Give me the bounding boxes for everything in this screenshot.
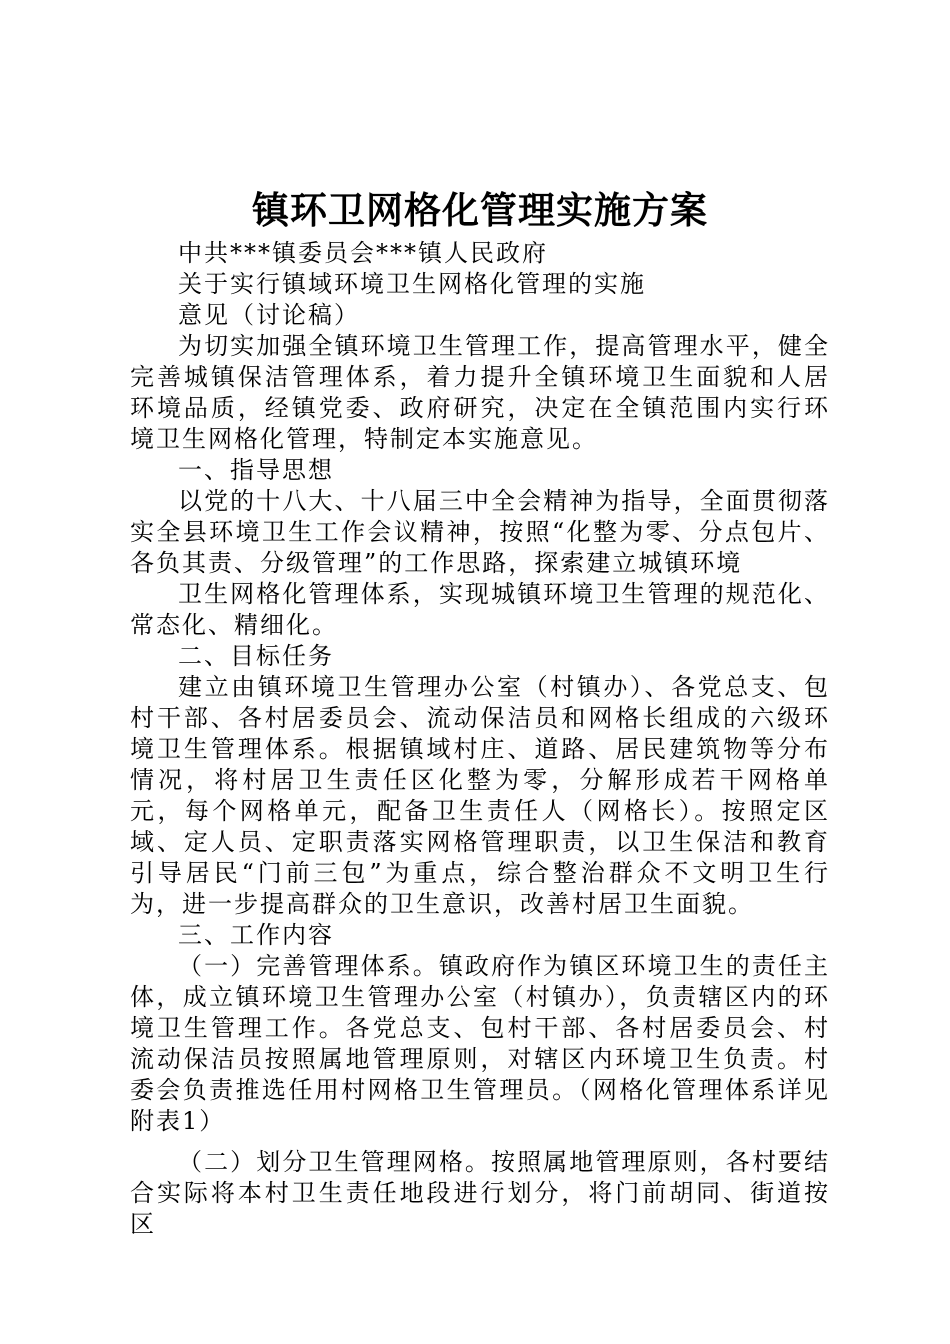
section-heading-goals: 二、目标任务 xyxy=(178,642,334,670)
section-heading-work-content: 三、工作内容 xyxy=(178,921,334,949)
subtitle-line-2: 意见（讨论稿） xyxy=(178,301,360,329)
guiding-thought-paragraph: 以党的十八大、十八届三中全会精神为指导，全面贯彻落实全县环境卫生工作会议精神，按照“化整为零、分点包片、各负其责、分级管理”的工作思路，探索建立城镇环境 xyxy=(130,487,830,577)
work-content-item-2: （二）划分卫生管理网格。按照属地管理原则，各村要结合实际将本村卫生责任地段进行划分，将门前胡同、街道按区 xyxy=(130,1148,830,1238)
issuer-line: 中共***镇委员会***镇人民政府 xyxy=(178,239,548,267)
intro-paragraph: 为切实加强全镇环境卫生管理工作，提高管理水平，健全完善城镇保洁管理体系，着力提升全镇环境卫生面貌和人居环境品质，经镇党委、政府研究，决定在全镇范围内实行环境卫生网格化管理，特制定本实施意见。 xyxy=(130,332,830,453)
goals-paragraph: 建立由镇环境卫生管理办公室（村镇办）、各党总支、包村干部、各村居委员会、流动保洁员和网格长组成的六级环境卫生管理体系。根据镇域村庄、道路、居民建筑物等分布情况，将村居卫生责任区化整为零，分解形成若干网格单元，每个网格单元，配备卫生责任人（网格长）。按照定区域、定人员、定职责落实网格管理职责，以卫生保洁和教育引导居民“门前三包”为重点，综合整治群众不文明卫生行为，进一步提高群众的卫生意识，改善村居卫生面貌。 xyxy=(130,673,830,918)
guiding-thought-continuation: 卫生网格化管理体系，实现城镇环境卫生管理的规范化、常态化、精细化。 xyxy=(130,580,830,639)
document-title: 镇环卫网格化管理实施方案 xyxy=(252,188,708,232)
work-content-item-1: （一）完善管理体系。镇政府作为镇区环境卫生的责任主体，成立镇环境卫生管理办公室（村镇办），负责辖区内的环境卫生管理工作。各党总支、包村干部、各村居委员会、村流动保洁员按照属地管理原则，对辖区内环境卫生负责。村委会负责推选任用村网格卫生管理员。（网格化管理体系详见附表1） xyxy=(130,952,830,1135)
section-heading-guiding-thought: 一、指导思想 xyxy=(178,456,334,484)
subtitle-line-1: 关于实行镇域环境卫生网格化管理的实施 xyxy=(178,270,646,298)
document-page xyxy=(130,186,830,1240)
